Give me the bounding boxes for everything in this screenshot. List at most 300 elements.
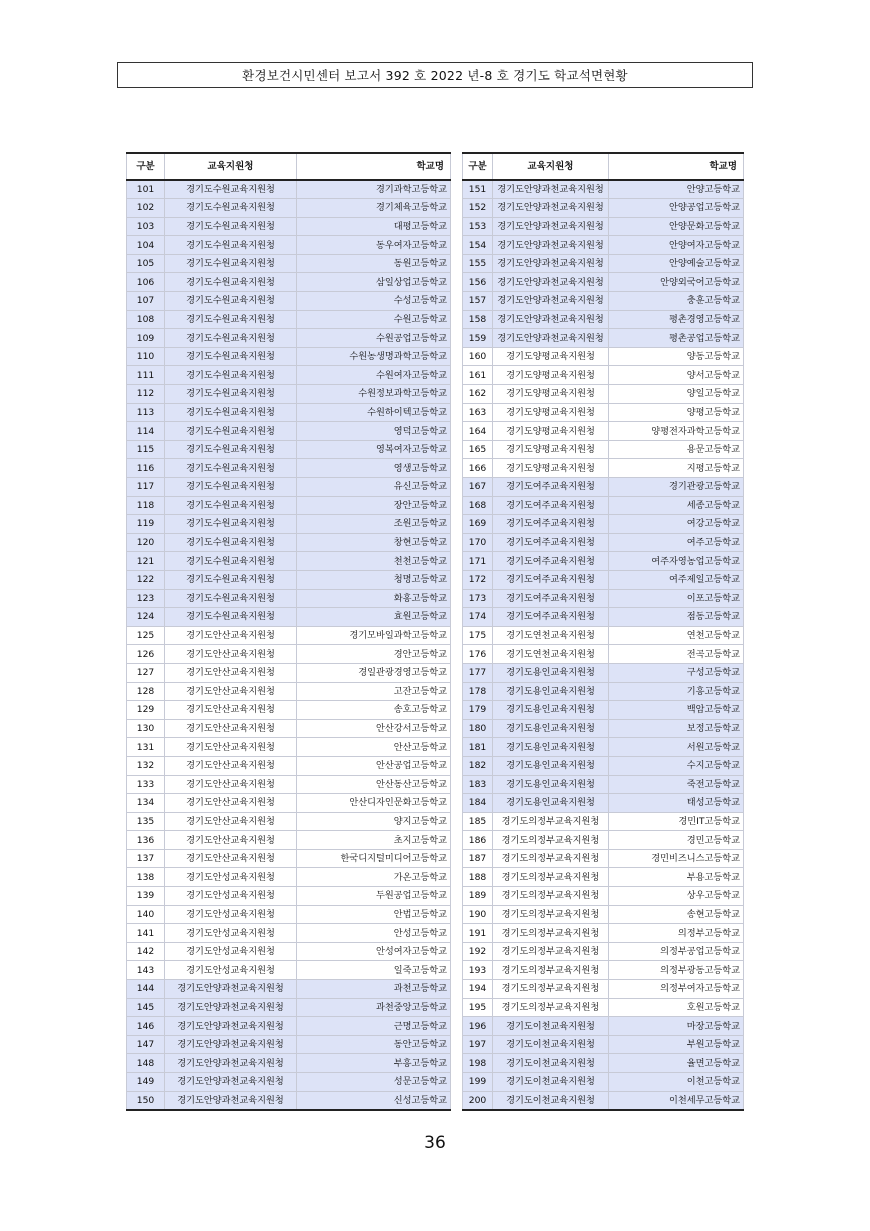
table-row — [127, 849, 451, 868]
table-row — [127, 998, 451, 1017]
row-number: 131 — [127, 738, 165, 757]
row-office: 경기도양평교육지원청 — [493, 403, 609, 422]
row-number: 139 — [127, 887, 165, 906]
row-school: 평촌공업고등학교 — [609, 329, 744, 348]
row-office: 경기도수원교육지원청 — [165, 552, 297, 571]
row-school: 유신고등학교 — [297, 478, 451, 497]
table-row — [463, 347, 744, 366]
row-office: 경기도연천교육지원청 — [493, 626, 609, 645]
table-row — [127, 292, 451, 311]
row-office: 경기도수원교육지원청 — [165, 199, 297, 218]
row-school: 안산동산고등학교 — [297, 775, 451, 794]
table-row — [127, 868, 451, 887]
row-school: 성문고등학교 — [297, 1073, 451, 1092]
row-office: 경기도안양과천교육지원청 — [493, 254, 609, 273]
row-school: 안양외국어고등학교 — [609, 273, 744, 292]
row-number: 101 — [127, 180, 165, 199]
row-number: 192 — [463, 942, 493, 961]
row-school: 신성고등학교 — [297, 1091, 451, 1110]
row-office: 경기도의정부교육지원청 — [493, 831, 609, 850]
row-office: 경기도연천교육지원청 — [493, 645, 609, 664]
row-school: 이천고등학교 — [609, 1073, 744, 1092]
row-number: 172 — [463, 570, 493, 589]
table-row — [463, 794, 744, 813]
row-school: 안법고등학교 — [297, 905, 451, 924]
row-school: 안양예술고등학교 — [609, 254, 744, 273]
table-row — [463, 961, 744, 980]
row-school: 경기모바일과학고등학교 — [297, 626, 451, 645]
row-office: 경기도의정부교육지원청 — [493, 980, 609, 999]
table-row — [463, 1017, 744, 1036]
row-office: 경기도수원교육지원청 — [165, 459, 297, 478]
table-row — [127, 533, 451, 552]
table-row — [463, 570, 744, 589]
row-office: 경기도수원교육지원청 — [165, 347, 297, 366]
table-row — [127, 422, 451, 441]
row-office: 경기도수원교육지원청 — [165, 236, 297, 255]
table-row — [463, 366, 744, 385]
table-row — [127, 385, 451, 404]
row-number: 198 — [463, 1054, 493, 1073]
row-office: 경기도의정부교육지원청 — [493, 905, 609, 924]
row-office: 경기도수원교육지원청 — [165, 273, 297, 292]
col-header-num: 구분 — [127, 153, 165, 180]
row-office: 경기도안산교육지원청 — [165, 626, 297, 645]
table-row — [127, 682, 451, 701]
row-number: 151 — [463, 180, 493, 199]
row-school: 고잔고등학교 — [297, 682, 451, 701]
row-school: 호원고등학교 — [609, 998, 744, 1017]
row-number: 183 — [463, 775, 493, 794]
row-office: 경기도수원교육지원청 — [165, 440, 297, 459]
table-row — [463, 868, 744, 887]
row-school: 안산디자인문화고등학교 — [297, 794, 451, 813]
row-school: 동우여자고등학교 — [297, 236, 451, 255]
row-school: 죽전고등학교 — [609, 775, 744, 794]
row-number: 138 — [127, 868, 165, 887]
row-number: 122 — [127, 570, 165, 589]
row-office: 경기도안산교육지원청 — [165, 849, 297, 868]
table-row — [463, 236, 744, 255]
table-row — [127, 180, 451, 199]
row-school: 여주고등학교 — [609, 533, 744, 552]
row-number: 104 — [127, 236, 165, 255]
report-title: 환경보건시민센터 보고서 392 호 2022 년-8 호 경기도 학교석면현황 — [242, 68, 628, 83]
row-school: 삼일상업고등학교 — [297, 273, 451, 292]
row-office: 경기도안성교육지원청 — [165, 868, 297, 887]
row-number: 125 — [127, 626, 165, 645]
table-row — [463, 924, 744, 943]
row-school: 경기체육고등학교 — [297, 199, 451, 218]
row-number: 154 — [463, 236, 493, 255]
table-row — [127, 719, 451, 738]
row-office: 경기도의정부교육지원청 — [493, 887, 609, 906]
row-number: 156 — [463, 273, 493, 292]
table-row — [463, 645, 744, 664]
table-row — [463, 478, 744, 497]
row-number: 189 — [463, 887, 493, 906]
row-office: 경기도안산교육지원청 — [165, 794, 297, 813]
row-number: 191 — [463, 924, 493, 943]
row-school: 백암고등학교 — [609, 701, 744, 720]
table-row — [127, 1054, 451, 1073]
row-number: 185 — [463, 812, 493, 831]
row-number: 109 — [127, 329, 165, 348]
row-office: 경기도이천교육지원청 — [493, 1073, 609, 1092]
row-number: 121 — [127, 552, 165, 571]
row-number: 111 — [127, 366, 165, 385]
row-school: 송호고등학교 — [297, 701, 451, 720]
row-number: 117 — [127, 478, 165, 497]
table-body-left — [127, 180, 451, 1110]
row-school: 의정부공업고등학교 — [609, 942, 744, 961]
row-school: 부용고등학교 — [609, 868, 744, 887]
row-school: 이포고등학교 — [609, 589, 744, 608]
row-number: 190 — [463, 905, 493, 924]
row-office: 경기도여주교육지원청 — [493, 478, 609, 497]
row-number: 147 — [127, 1035, 165, 1054]
row-office: 경기도안양과천교육지원청 — [165, 1073, 297, 1092]
row-school: 부흥고등학교 — [297, 1054, 451, 1073]
row-number: 137 — [127, 849, 165, 868]
row-number: 155 — [463, 254, 493, 273]
row-office: 경기도안양과천교육지원청 — [493, 236, 609, 255]
row-school: 평촌경영고등학교 — [609, 310, 744, 329]
table-row — [463, 422, 744, 441]
table-row — [127, 366, 451, 385]
row-number: 171 — [463, 552, 493, 571]
row-number: 177 — [463, 663, 493, 682]
col-header-school: 학교명 — [609, 153, 744, 180]
row-number: 175 — [463, 626, 493, 645]
row-office: 경기도수원교육지원청 — [165, 366, 297, 385]
row-number: 106 — [127, 273, 165, 292]
row-number: 123 — [127, 589, 165, 608]
table-row — [463, 533, 744, 552]
table-row — [127, 1017, 451, 1036]
table-row — [127, 478, 451, 497]
table-row — [127, 254, 451, 273]
row-school: 한국디지털미디어고등학교 — [297, 849, 451, 868]
row-number: 182 — [463, 756, 493, 775]
row-school: 동안고등학교 — [297, 1035, 451, 1054]
row-office: 경기도수원교육지원청 — [165, 570, 297, 589]
row-school: 경일관광경영고등학교 — [297, 663, 451, 682]
table-row — [127, 980, 451, 999]
row-school: 효원고등학교 — [297, 608, 451, 627]
row-number: 193 — [463, 961, 493, 980]
row-number: 194 — [463, 980, 493, 999]
row-number: 164 — [463, 422, 493, 441]
table-row — [463, 459, 744, 478]
row-school: 영덕고등학교 — [297, 422, 451, 441]
row-school: 안산고등학교 — [297, 738, 451, 757]
row-school: 안양문화고등학교 — [609, 217, 744, 236]
row-office: 경기도수원교육지원청 — [165, 403, 297, 422]
table-row — [463, 682, 744, 701]
row-number: 200 — [463, 1091, 493, 1110]
row-school: 안성여자고등학교 — [297, 942, 451, 961]
row-office: 경기도안양과천교육지원청 — [493, 217, 609, 236]
row-number: 168 — [463, 496, 493, 515]
row-school: 송현고등학교 — [609, 905, 744, 924]
row-school: 연천고등학교 — [609, 626, 744, 645]
row-number: 107 — [127, 292, 165, 311]
table-row — [127, 626, 451, 645]
row-office: 경기도안양과천교육지원청 — [493, 310, 609, 329]
table-row — [463, 1054, 744, 1073]
row-number: 110 — [127, 347, 165, 366]
table-row — [127, 887, 451, 906]
page-number: 36 — [424, 1133, 446, 1153]
table-row — [127, 496, 451, 515]
row-school: 부원고등학교 — [609, 1035, 744, 1054]
row-school: 경민비즈니스고등학교 — [609, 849, 744, 868]
table-row — [463, 1073, 744, 1092]
table-header-row — [127, 153, 451, 180]
row-office: 경기도안양과천교육지원청 — [493, 273, 609, 292]
table-row — [463, 831, 744, 850]
row-office: 경기도용인교육지원청 — [493, 663, 609, 682]
row-number: 143 — [127, 961, 165, 980]
row-number: 152 — [463, 199, 493, 218]
row-number: 102 — [127, 199, 165, 218]
row-number: 118 — [127, 496, 165, 515]
row-number: 199 — [463, 1073, 493, 1092]
table-row — [463, 849, 744, 868]
school-table-left — [126, 152, 451, 1111]
row-school: 율면고등학교 — [609, 1054, 744, 1073]
table-row — [127, 905, 451, 924]
row-number: 178 — [463, 682, 493, 701]
table-row — [463, 403, 744, 422]
row-number: 184 — [463, 794, 493, 813]
row-school: 초지고등학교 — [297, 831, 451, 850]
row-office: 경기도안양과천교육지원청 — [493, 329, 609, 348]
row-school: 마장고등학교 — [609, 1017, 744, 1036]
row-school: 지평고등학교 — [609, 459, 744, 478]
table-row — [127, 347, 451, 366]
table-row — [127, 273, 451, 292]
row-school: 수원여자고등학교 — [297, 366, 451, 385]
row-school: 안양공업고등학교 — [609, 199, 744, 218]
row-office: 경기도수원교육지원청 — [165, 254, 297, 273]
row-number: 134 — [127, 794, 165, 813]
table-row — [127, 701, 451, 720]
row-number: 128 — [127, 682, 165, 701]
row-school: 양평전자과학고등학교 — [609, 422, 744, 441]
row-school: 용문고등학교 — [609, 440, 744, 459]
row-office: 경기도의정부교육지원청 — [493, 924, 609, 943]
row-school: 양평고등학교 — [609, 403, 744, 422]
row-office: 경기도수원교육지원청 — [165, 310, 297, 329]
row-office: 경기도안양과천교육지원청 — [165, 1054, 297, 1073]
row-school: 전곡고등학교 — [609, 645, 744, 664]
table-row — [127, 794, 451, 813]
table-row — [463, 292, 744, 311]
row-number: 174 — [463, 608, 493, 627]
row-office: 경기도의정부교육지원청 — [493, 849, 609, 868]
row-number: 119 — [127, 515, 165, 534]
table-row — [127, 924, 451, 943]
row-number: 166 — [463, 459, 493, 478]
row-number: 127 — [127, 663, 165, 682]
row-school: 일죽고등학교 — [297, 961, 451, 980]
row-office: 경기도안산교육지원청 — [165, 701, 297, 720]
row-office: 경기도용인교육지원청 — [493, 719, 609, 738]
row-school: 안양고등학교 — [609, 180, 744, 199]
row-school: 과천고등학교 — [297, 980, 451, 999]
row-number: 140 — [127, 905, 165, 924]
row-office: 경기도여주교육지원청 — [493, 552, 609, 571]
row-school: 기흥고등학교 — [609, 682, 744, 701]
table-row — [463, 589, 744, 608]
row-number: 158 — [463, 310, 493, 329]
row-school: 안양여자고등학교 — [609, 236, 744, 255]
row-office: 경기도의정부교육지원청 — [493, 998, 609, 1017]
row-office: 경기도의정부교육지원청 — [493, 812, 609, 831]
table-row — [127, 310, 451, 329]
table-row — [463, 738, 744, 757]
row-number: 157 — [463, 292, 493, 311]
row-office: 경기도수원교육지원청 — [165, 589, 297, 608]
row-number: 120 — [127, 533, 165, 552]
row-office: 경기도수원교육지원청 — [165, 217, 297, 236]
table-header-row — [463, 153, 744, 180]
row-office: 경기도여주교육지원청 — [493, 515, 609, 534]
row-office: 경기도수원교육지원청 — [165, 329, 297, 348]
col-header-num: 구분 — [463, 153, 493, 180]
row-number: 114 — [127, 422, 165, 441]
row-school: 수지고등학교 — [609, 756, 744, 775]
row-office: 경기도안양과천교육지원청 — [165, 1035, 297, 1054]
row-school: 경안고등학교 — [297, 645, 451, 664]
col-header-school: 학교명 — [297, 153, 451, 180]
table-row — [463, 385, 744, 404]
row-office: 경기도안양과천교육지원청 — [165, 980, 297, 999]
row-school: 보정고등학교 — [609, 719, 744, 738]
row-number: 148 — [127, 1054, 165, 1073]
row-office: 경기도안양과천교육지원청 — [493, 180, 609, 199]
row-number: 108 — [127, 310, 165, 329]
col-header-office: 교육지원청 — [165, 153, 297, 180]
row-school: 창현고등학교 — [297, 533, 451, 552]
row-number: 161 — [463, 366, 493, 385]
row-number: 165 — [463, 440, 493, 459]
row-office: 경기도수원교육지원청 — [165, 608, 297, 627]
row-number: 170 — [463, 533, 493, 552]
table-row — [127, 329, 451, 348]
row-office: 경기도이천교육지원청 — [493, 1035, 609, 1054]
row-office: 경기도안양과천교육지원청 — [165, 1017, 297, 1036]
row-number: 188 — [463, 868, 493, 887]
row-school: 양서고등학교 — [609, 366, 744, 385]
row-school: 천천고등학교 — [297, 552, 451, 571]
row-school: 점동고등학교 — [609, 608, 744, 627]
row-school: 양동고등학교 — [609, 347, 744, 366]
row-school: 동원고등학교 — [297, 254, 451, 273]
table-row — [463, 199, 744, 218]
row-school: 세종고등학교 — [609, 496, 744, 515]
row-office: 경기도수원교육지원청 — [165, 496, 297, 515]
report-header — [117, 62, 753, 88]
row-office: 경기도수원교육지원청 — [165, 478, 297, 497]
row-number: 195 — [463, 998, 493, 1017]
row-school: 근명고등학교 — [297, 1017, 451, 1036]
table-row — [463, 775, 744, 794]
row-number: 112 — [127, 385, 165, 404]
row-office: 경기도용인교육지원청 — [493, 701, 609, 720]
table-row — [463, 980, 744, 999]
row-office: 경기도안성교육지원청 — [165, 905, 297, 924]
table-row — [127, 961, 451, 980]
row-school: 영생고등학교 — [297, 459, 451, 478]
row-number: 179 — [463, 701, 493, 720]
row-number: 113 — [127, 403, 165, 422]
row-number: 103 — [127, 217, 165, 236]
table-row — [127, 589, 451, 608]
row-office: 경기도양평교육지원청 — [493, 459, 609, 478]
row-office: 경기도양평교육지원청 — [493, 385, 609, 404]
table-row — [463, 254, 744, 273]
table-row — [463, 608, 744, 627]
row-number: 144 — [127, 980, 165, 999]
row-office: 경기도안산교육지원청 — [165, 663, 297, 682]
row-office: 경기도여주교육지원청 — [493, 496, 609, 515]
row-number: 116 — [127, 459, 165, 478]
row-office: 경기도이천교육지원청 — [493, 1017, 609, 1036]
row-number: 162 — [463, 385, 493, 404]
table-row — [463, 515, 744, 534]
table-row — [127, 199, 451, 218]
table-row — [127, 775, 451, 794]
table-row — [463, 273, 744, 292]
table-row — [463, 756, 744, 775]
table-row — [463, 812, 744, 831]
row-office: 경기도안산교육지원청 — [165, 719, 297, 738]
row-school: 여주제일고등학교 — [609, 570, 744, 589]
row-number: 142 — [127, 942, 165, 961]
table-row — [463, 440, 744, 459]
row-office: 경기도용인교육지원청 — [493, 775, 609, 794]
row-office: 경기도안성교육지원청 — [165, 942, 297, 961]
row-number: 173 — [463, 589, 493, 608]
col-header-office: 교육지원청 — [493, 153, 609, 180]
table-row — [463, 180, 744, 199]
row-office: 경기도여주교육지원청 — [493, 608, 609, 627]
row-number: 126 — [127, 645, 165, 664]
row-office: 경기도수원교육지원청 — [165, 422, 297, 441]
row-office: 경기도양평교육지원청 — [493, 440, 609, 459]
row-office: 경기도여주교육지원청 — [493, 570, 609, 589]
row-number: 169 — [463, 515, 493, 534]
row-school: 태성고등학교 — [609, 794, 744, 813]
row-school: 양지고등학교 — [297, 812, 451, 831]
row-school: 수원고등학교 — [297, 310, 451, 329]
table-row — [463, 701, 744, 720]
row-school: 경민고등학교 — [609, 831, 744, 850]
row-number: 153 — [463, 217, 493, 236]
table-row — [463, 626, 744, 645]
table-row — [127, 812, 451, 831]
row-office: 경기도의정부교육지원청 — [493, 961, 609, 980]
row-number: 133 — [127, 775, 165, 794]
row-office: 경기도안성교육지원청 — [165, 924, 297, 943]
row-number: 129 — [127, 701, 165, 720]
row-number: 159 — [463, 329, 493, 348]
row-school: 경기과학고등학교 — [297, 180, 451, 199]
table-row — [127, 942, 451, 961]
